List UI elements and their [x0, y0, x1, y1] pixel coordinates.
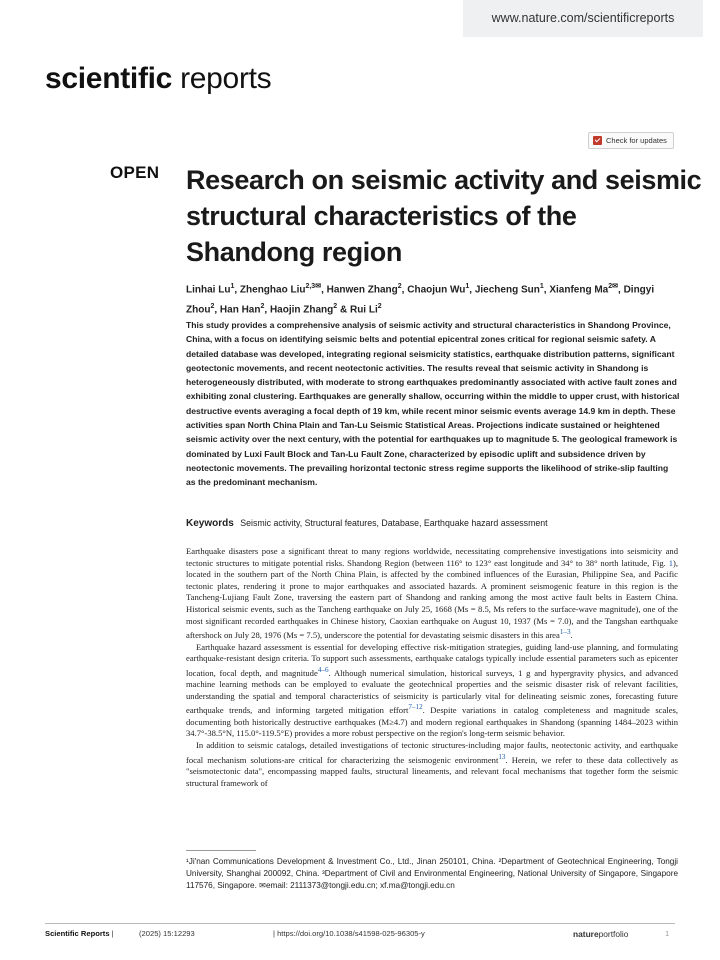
- citation-link[interactable]: 13: [498, 752, 506, 761]
- paragraph-3: In addition to seismic catalogs, detailed investigations of tectonic structures-including major faults, neotectonic activity, and earthquake focal mechanism solutions-are critical for characterizing the seismogenic environment$^{13}$. Herein, we refer to these data collectively as "seismotectonic data", encompassing mapped faults, structural lineaments, and relevant focal mechanisms that together form the seismic structural framework of: [186, 740, 678, 788]
- author-name[interactable]: Haojin Zhang: [269, 304, 334, 316]
- author-name[interactable]: Chaojun Wu: [407, 284, 466, 296]
- author-affiliation-marker: 2: [377, 303, 382, 311]
- author-separator: ,: [469, 284, 475, 296]
- author-name[interactable]: Xianfeng Ma: [549, 284, 609, 296]
- author-affiliation-marker: 1: [465, 283, 470, 290]
- keywords: [186, 518, 680, 529]
- journal-logo: scientific reports: [45, 62, 272, 95]
- keywords-list: Seismic activity, Structural features, Database, Earthquake hazard assessment: [240, 518, 548, 528]
- journal-url-link[interactable]: www.nature.com/scientificreports: [463, 0, 703, 37]
- citation-link[interactable]: 7–12: [408, 703, 423, 712]
- paragraph-2: Earthquake hazard assessment is essential for developing effective risk-mitigation strategies, guiding land-use planning, and formulating earthquake-resistant design criteria. To support such assessments, earthquake catalogs typically include essential parameters such as epicenter location, focal depth, and magnitude$^{4-6}$. Although numerical simulation, historical surveys, 1 g and hypergravity physics, and advanced machine learning methods can be employed to evaluate the geotechnical properties and the seismic disaster risk of relevant facilities, understanding the spatial and temporal characteristics of seismicity is particularly vital for delineating seismic zones, forecasting future earthquake trends, and informing targeted mitigation effort$^{7-12}$. Despite variations in catalog completeness and magnitude scales, documenting both historically destructive earthquakes (M≥4.7) and modern regional earthquakes in Shandong (spanning 1484–2023 within 34.7°-38.5°N, 115.0°-119.5°E) provides a more robust perspective on the region's long-term seismic behavior.: [186, 641, 678, 739]
- figure-link[interactable]: 1: [668, 557, 673, 568]
- check-updates-icon: [593, 136, 602, 145]
- author-affiliation-marker: 2: [210, 303, 215, 311]
- footnote-divider: [186, 850, 256, 851]
- author-name[interactable]: Linhai Lu: [186, 284, 231, 296]
- author-affiliation-marker: 1: [539, 283, 544, 290]
- author-separator: ,: [234, 284, 240, 296]
- author-name[interactable]: Zhenghao Liu: [239, 284, 306, 296]
- author-affiliation-marker: 2✉: [608, 283, 618, 290]
- nature-portfolio-logo: natureportfolio: [573, 929, 629, 939]
- author-separator: ,: [321, 284, 327, 296]
- footer-separator: |: [109, 929, 114, 938]
- author-affiliation-marker: 2,3✉: [305, 283, 322, 290]
- check-updates-label: Check for updates: [606, 136, 667, 145]
- footer-doi-link[interactable]: | https://doi.org/10.1038/s41598-025-96305-y: [273, 929, 425, 938]
- author-name[interactable]: Hanwen Zhang: [326, 284, 398, 296]
- author-separator: &: [337, 304, 350, 316]
- author-separator: ,: [618, 284, 624, 296]
- keywords-label: Keywords: [186, 518, 234, 529]
- open-access-label: OPEN: [110, 163, 160, 182]
- footer-journal-name: Scientific Reports: [45, 929, 110, 938]
- check-for-updates-button[interactable]: [588, 132, 674, 149]
- author-name[interactable]: Rui Li: [349, 304, 378, 316]
- citation-link[interactable]: 4–6: [317, 665, 329, 674]
- author-affiliation-marker: 2: [260, 303, 265, 311]
- author-affiliation-marker: 1: [230, 283, 235, 290]
- author-separator: ,: [214, 304, 220, 316]
- citation-link[interactable]: 1–3: [559, 628, 571, 637]
- page-footer: [45, 929, 675, 938]
- affiliations: ¹Ji'nan Communications Development & Investment Co., Ltd., Jinan 250101, China. ²Department of Geotechnical Engineering, Tongji University, Shanghai 200092, China. ³Department of Civil and Environmental Engineering, National University of Singapore, Singapore 117576, Singapore. ✉email: 2111373@tongji.edu.cn; xf.ma@tongji.edu.cn: [186, 857, 678, 890]
- body-text: [186, 546, 678, 789]
- author-name[interactable]: Han Han: [219, 304, 261, 316]
- author-name[interactable]: Jiecheng Sun: [474, 284, 540, 296]
- author-list: [186, 278, 686, 319]
- author-separator: ,: [401, 284, 408, 296]
- author-separator: ,: [264, 304, 270, 316]
- article-title: Research on seismic activity and seismic structural characteristics of the Shandong region: [186, 165, 702, 267]
- footer-divider: [45, 923, 675, 924]
- author-separator: ,: [543, 284, 550, 296]
- paragraph-1: Earthquake disasters pose a significant threat to many regions worldwide, necessitating comprehensive investigations into seismicity and tectonic structures to mitigate potential risks. Shandong Region (between 116° to 123° east longitude and 34° to 38° north latitude, Fig. 1), located in the southern part of the North China Plain, is affected by the combined influences of the Eurasian, Philippine Sea, and Pacific tectonic plates, rendering it prone to major earthquakes and associated hazards. A prominent seismogenic feature in this region is the Tancheng-Lujiang Fault Zone, traversing the eastern part of Shandong and ranking among the most active fault belts in Eastern China. Historical seismic events, such as the Tancheng earthquake on July 25, 1668 (Ms = 8.5, Ms refers to the surface-wave magnitude), one of the most significant recorded earthquakes in Chinese history, Caoxian earthquake on August 10, 1937 (Ms = 7.0), and the Tangshan earthquake aftershock on July 28, 1976 (Ms = 7.5), underscore the potential for devastating seismic disasters in this area$^{1-3}$.: [186, 546, 678, 641]
- author-affiliation-marker: 2: [333, 303, 338, 311]
- abstract: This study provides a comprehensive analysis of seismic activity and structural characteristics in Shandong Province, China, with a focus on identifying seismic belts and potential epicentral zones critical for regional seismic safety. A detailed database was developed, integrating regional seismicity statistics, earthquake distribution patterns, significant geotectonic movements, and recent neotectonic activities. The results reveal that seismic activity in Shandong is heterogeneously distributed, with moderate to strong earthquakes predominantly associated with active fault zones and exhibiting zonal clustering. Earthquakes are generally shallow, occurring within the middle to upper crust, with historical destructive events averaging a focal depth of 19 km, while recent minor seismic events average 14.9 km in depth. These activities span North China Plain and Tan-Lu Seismic Statistical Areas. Projections indicate sustained or heightened seismic activity over the next century, with the potential for earthquakes up to magnitude 5. The geological framework is dominated by Luxi Fault Block and Tan-Lu Fault Zone, characterized by episodic uplift and subsidence driven by neotectonic movements. The prevailing horizontal tectonic stress regime supports the likelihood of strike-slip faulting as the predominant mechanism.: [186, 320, 680, 488]
- footer-year-volume: (2025) 15:12293: [139, 929, 195, 938]
- author-affiliation-marker: 2: [397, 283, 402, 290]
- author-name[interactable]: Dingyi Zhou: [186, 284, 655, 316]
- page-number: 1: [665, 929, 670, 938]
